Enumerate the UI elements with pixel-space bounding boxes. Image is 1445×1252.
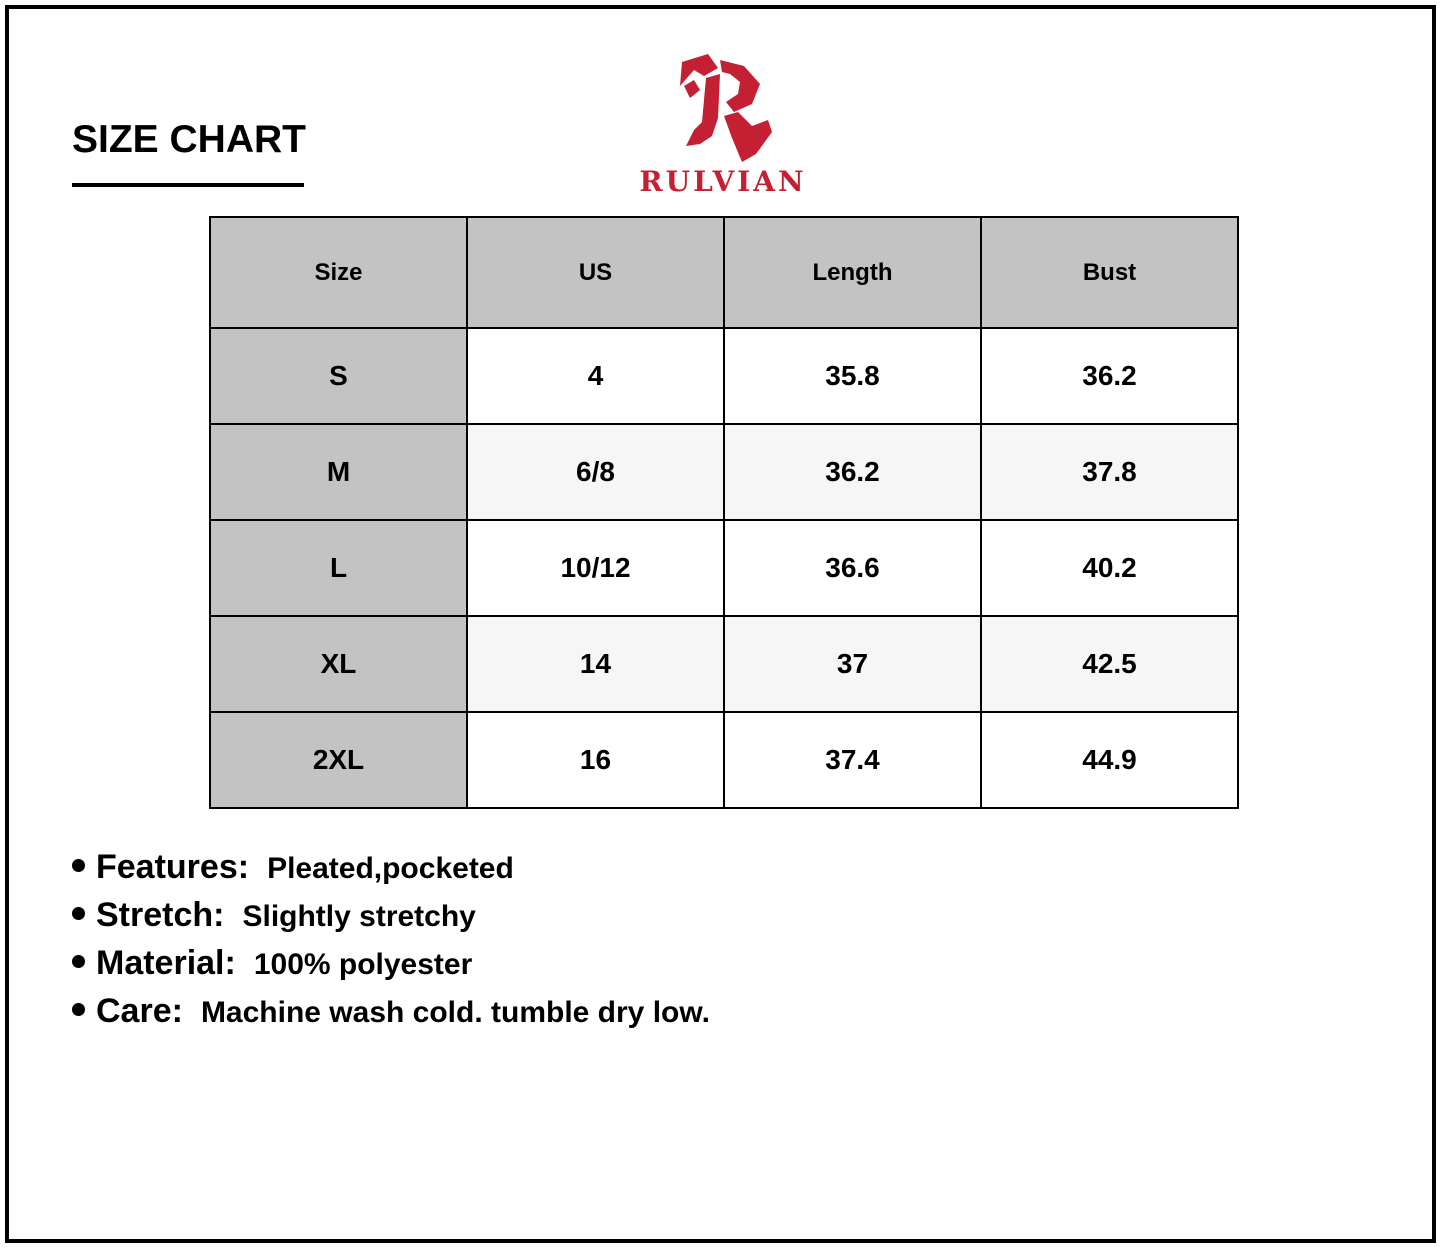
feature-label: Features: [96,848,250,886]
brand-logo [620,50,825,200]
bust-cell: 42.5 [981,616,1238,712]
size-table [209,216,1239,809]
size-cell: 2XL [210,712,467,808]
us-cell: 4 [467,328,724,424]
size-cell: L [210,520,467,616]
header-us: US [467,217,724,328]
table-row [210,424,1238,520]
size-cell: M [210,424,467,520]
product-features-list [72,848,710,1040]
feature-value: Pleated,pocketed [267,852,514,885]
list-item [72,992,710,1040]
table-row [210,520,1238,616]
size-cell: XL [210,616,467,712]
us-cell: 6/8 [467,424,724,520]
bust-cell: 37.8 [981,424,1238,520]
bullet-icon [72,907,85,920]
feature-value: Machine wash cold. tumble dry low. [200,996,710,1029]
brand-name: RULVIAN [639,165,807,198]
feature-label: Stretch: [96,896,225,934]
feature-value: Slightly stretchy [242,900,476,933]
list-item [72,848,710,896]
table-row [210,616,1238,712]
bust-cell: 40.2 [981,520,1238,616]
table-row [210,328,1238,424]
bust-cell: 36.2 [981,328,1238,424]
length-cell: 37 [724,616,981,712]
header-size: Size [210,217,467,328]
bust-cell: 44.9 [981,712,1238,808]
us-cell: 14 [467,616,724,712]
length-cell: 36.6 [724,520,981,616]
size-cell: S [210,328,467,424]
header-length: Length [724,217,981,328]
list-item [72,944,710,992]
heading-underline [72,183,304,187]
feature-label: Care: [96,992,183,1030]
feature-label: Material: [96,944,236,982]
bullet-icon [72,955,85,968]
size-chart-heading: SIZE CHART [72,118,306,161]
table-row [210,712,1238,808]
us-cell: 16 [467,712,724,808]
bullet-icon [72,859,85,872]
bullet-icon [72,1003,85,1016]
rulvian-r-logo-icon [620,50,825,200]
us-cell: 10/12 [467,520,724,616]
feature-value: 100% polyester [253,948,473,981]
length-cell: 36.2 [724,424,981,520]
table-header-row [210,217,1238,328]
list-item [72,896,710,944]
length-cell: 35.8 [724,328,981,424]
length-cell: 37.4 [724,712,981,808]
header-bust: Bust [981,217,1238,328]
